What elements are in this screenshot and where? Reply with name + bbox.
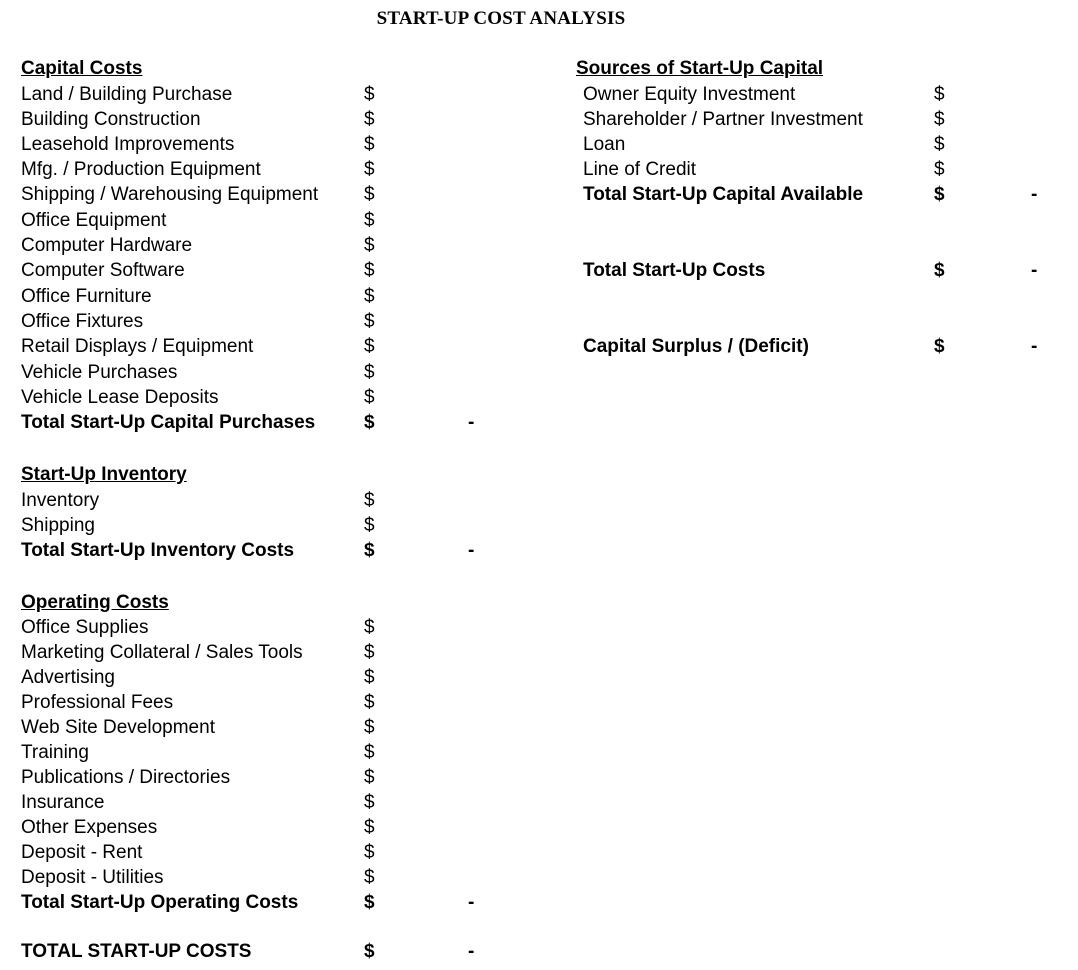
currency-symbol: $	[364, 717, 375, 738]
currency-symbol: $	[364, 336, 375, 357]
currency-symbol: $	[364, 184, 375, 205]
row-label: Retail Displays / Equipment	[21, 336, 254, 357]
currency-symbol: $	[364, 867, 375, 888]
total-value: -	[468, 540, 475, 561]
row-label: Vehicle Purchases	[21, 362, 178, 383]
currency-symbol: $	[364, 387, 375, 408]
surplus-value: -	[1031, 336, 1038, 357]
currency-symbol: $	[364, 210, 375, 231]
currency-symbol: $	[934, 336, 945, 357]
row-label: Deposit - Utilities	[21, 867, 164, 888]
currency-symbol: $	[364, 311, 375, 332]
currency-symbol: $	[364, 742, 375, 763]
currency-symbol: $	[364, 540, 375, 561]
total-value: -	[1031, 184, 1038, 205]
currency-symbol: $	[364, 667, 375, 688]
row-label: Professional Fees	[21, 692, 174, 713]
row-label: Publications / Directories	[21, 767, 231, 788]
operating-costs-heading: Operating Costs	[21, 592, 169, 613]
row-label: Vehicle Lease Deposits	[21, 387, 219, 408]
row-label: Other Expenses	[21, 817, 158, 838]
grand-total-label: TOTAL START-UP COSTS	[21, 941, 252, 962]
currency-symbol: $	[364, 490, 375, 511]
total-label: Total Start-Up Capital Available	[583, 184, 864, 205]
row-label: Training	[21, 742, 89, 763]
total-value: -	[468, 892, 475, 913]
currency-symbol: $	[934, 109, 945, 130]
currency-symbol: $	[364, 642, 375, 663]
total-label: Total Start-Up Capital Purchases	[21, 412, 316, 433]
currency-symbol: $	[934, 184, 945, 205]
row-label: Inventory	[21, 490, 100, 511]
currency-symbol: $	[934, 134, 945, 155]
currency-symbol: $	[364, 412, 375, 433]
currency-symbol: $	[364, 235, 375, 256]
currency-symbol: $	[364, 286, 375, 307]
row-label: Office Fixtures	[21, 311, 144, 332]
row-label: Insurance	[21, 792, 105, 813]
currency-symbol: $	[364, 767, 375, 788]
row-label: Computer Hardware	[21, 235, 193, 256]
row-label: Shipping / Warehousing Equipment	[21, 184, 319, 205]
row-label: Land / Building Purchase	[21, 84, 233, 105]
currency-symbol: $	[934, 84, 945, 105]
inventory-heading: Start-Up Inventory	[21, 464, 187, 485]
row-label: Line of Credit	[583, 159, 697, 180]
row-label: Mfg. / Production Equipment	[21, 159, 261, 180]
currency-symbol: $	[364, 617, 375, 638]
row-label: Deposit - Rent	[21, 842, 143, 863]
row-label: Shareholder / Partner Investment	[583, 109, 863, 130]
row-label: Advertising	[21, 667, 115, 688]
row-label: Office Equipment	[21, 210, 167, 231]
currency-symbol: $	[364, 941, 375, 962]
row-label: Computer Software	[21, 260, 185, 281]
grand-total-value: -	[468, 941, 475, 962]
row-label: Office Supplies	[21, 617, 149, 638]
total-value: -	[468, 412, 475, 433]
row-label: Loan	[583, 134, 626, 155]
currency-symbol: $	[364, 159, 375, 180]
currency-symbol: $	[364, 817, 375, 838]
currency-symbol: $	[364, 134, 375, 155]
currency-symbol: $	[934, 159, 945, 180]
page-title: START-UP COST ANALYSIS	[376, 8, 626, 29]
currency-symbol: $	[364, 260, 375, 281]
row-label: Shipping	[21, 515, 95, 536]
total-label: Total Start-Up Costs	[583, 260, 766, 281]
surplus-label: Capital Surplus / (Deficit)	[583, 336, 809, 357]
row-label: Web Site Development	[21, 717, 215, 738]
currency-symbol: $	[364, 362, 375, 383]
sources-heading: Sources of Start-Up Capital	[576, 58, 824, 79]
currency-symbol: $	[934, 260, 945, 281]
row-label: Marketing Collateral / Sales Tools	[21, 642, 303, 663]
row-label: Owner Equity Investment	[583, 84, 796, 105]
total-value: -	[1031, 260, 1038, 281]
total-label: Total Start-Up Operating Costs	[21, 892, 299, 913]
row-label: Leasehold Improvements	[21, 134, 235, 155]
capital-costs-heading: Capital Costs	[21, 58, 143, 79]
currency-symbol: $	[364, 84, 375, 105]
row-label: Office Furniture	[21, 286, 152, 307]
currency-symbol: $	[364, 792, 375, 813]
currency-symbol: $	[364, 842, 375, 863]
currency-symbol: $	[364, 892, 375, 913]
row-label: Building Construction	[21, 109, 201, 130]
total-label: Total Start-Up Inventory Costs	[21, 540, 295, 561]
currency-symbol: $	[364, 692, 375, 713]
currency-symbol: $	[364, 515, 375, 536]
currency-symbol: $	[364, 109, 375, 130]
